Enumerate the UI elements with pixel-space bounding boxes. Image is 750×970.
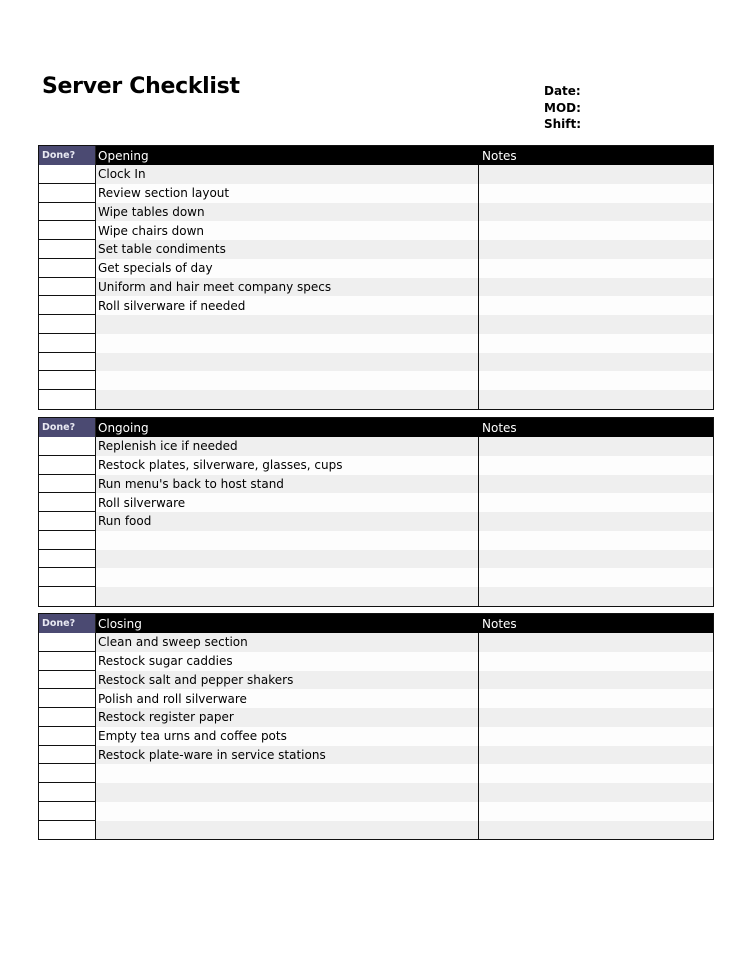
notes-cell[interactable]: [479, 437, 713, 456]
done-checkbox-cell[interactable]: [39, 371, 96, 390]
checklist-row: [39, 221, 713, 240]
notes-column-header: Notes: [482, 148, 517, 163]
done-checkbox-cell[interactable]: [39, 531, 96, 550]
done-checkbox-cell[interactable]: [39, 315, 96, 334]
task-cell[interactable]: Uniform and hair meet company specs: [96, 278, 479, 297]
notes-cell[interactable]: [479, 821, 713, 840]
task-cell[interactable]: Wipe tables down: [96, 203, 479, 222]
notes-cell[interactable]: [479, 353, 713, 372]
notes-cell[interactable]: [479, 371, 713, 390]
section-closing: [38, 613, 714, 840]
checklist-row: [39, 184, 713, 203]
section-ongoing: [38, 417, 714, 607]
done-checkbox-cell[interactable]: [39, 296, 96, 315]
notes-cell[interactable]: [479, 221, 713, 240]
checklist-row: [39, 371, 713, 390]
done-checkbox-cell[interactable]: [39, 259, 96, 278]
done-checkbox-cell[interactable]: [39, 708, 96, 727]
task-cell[interactable]: Restock sugar caddies: [96, 652, 479, 671]
done-checkbox-cell[interactable]: [39, 689, 96, 708]
done-checkbox-cell[interactable]: [39, 390, 96, 409]
checklist-row: [39, 531, 713, 550]
checklist-row: [39, 568, 713, 587]
notes-cell[interactable]: [479, 746, 713, 765]
task-cell[interactable]: Run menu's back to host stand: [96, 475, 479, 494]
task-cell[interactable]: Get specials of day: [96, 259, 479, 278]
done-checkbox-cell[interactable]: [39, 437, 96, 456]
notes-cell[interactable]: [479, 531, 713, 550]
done-checkbox-cell[interactable]: [39, 493, 96, 512]
task-cell[interactable]: [96, 821, 479, 840]
done-checkbox-cell[interactable]: [39, 165, 96, 184]
done-checkbox-cell[interactable]: [39, 652, 96, 671]
task-cell[interactable]: Clean and sweep section: [96, 633, 479, 652]
notes-cell[interactable]: [479, 475, 713, 494]
done-checkbox-cell[interactable]: [39, 633, 96, 652]
mod-label: MOD:: [544, 100, 581, 115]
done-checkbox-cell[interactable]: [39, 184, 96, 203]
checklist-row: [39, 708, 713, 727]
notes-cell[interactable]: [479, 390, 713, 409]
task-cell[interactable]: Review section layout: [96, 184, 479, 203]
section-header: [39, 418, 713, 437]
checklist-row: [39, 802, 713, 821]
task-cell[interactable]: [96, 783, 479, 802]
task-cell[interactable]: Empty tea urns and coffee pots: [96, 727, 479, 746]
done-checkbox-cell[interactable]: [39, 671, 96, 690]
task-cell[interactable]: Roll silverware: [96, 493, 479, 512]
checklist-row: [39, 821, 713, 840]
notes-cell[interactable]: [479, 689, 713, 708]
notes-cell[interactable]: [479, 278, 713, 297]
done-checkbox-cell[interactable]: [39, 334, 96, 353]
notes-cell[interactable]: [479, 550, 713, 569]
done-checkbox-cell[interactable]: [39, 764, 96, 783]
checklist-row: [39, 165, 713, 184]
done-checkbox-cell[interactable]: [39, 821, 96, 840]
task-cell[interactable]: Restock plate-ware in service stations: [96, 746, 479, 765]
task-cell[interactable]: Restock register paper: [96, 708, 479, 727]
notes-column-header: Notes: [482, 616, 517, 631]
done-checkbox-cell[interactable]: [39, 512, 96, 531]
task-cell[interactable]: [96, 531, 479, 550]
done-checkbox-cell[interactable]: [39, 783, 96, 802]
checklist-row: [39, 746, 713, 765]
task-cell[interactable]: Set table condiments: [96, 240, 479, 259]
done-checkbox-cell[interactable]: [39, 456, 96, 475]
checklist-row: [39, 437, 713, 456]
checklist-row: [39, 296, 713, 315]
notes-cell[interactable]: [479, 334, 713, 353]
checklist-row: [39, 278, 713, 297]
notes-cell[interactable]: [479, 259, 713, 278]
notes-cell[interactable]: [479, 456, 713, 475]
notes-column-header: Notes: [482, 420, 517, 435]
notes-cell[interactable]: [479, 727, 713, 746]
notes-cell[interactable]: [479, 165, 713, 184]
checklist-row: [39, 390, 713, 409]
section-title: Ongoing: [98, 420, 149, 435]
notes-cell[interactable]: [479, 568, 713, 587]
checklist-row: [39, 671, 713, 690]
task-cell[interactable]: Run food: [96, 512, 479, 531]
task-cell[interactable]: Wipe chairs down: [96, 221, 479, 240]
notes-cell[interactable]: [479, 296, 713, 315]
task-cell[interactable]: Restock salt and pepper shakers: [96, 671, 479, 690]
done-checkbox-cell[interactable]: [39, 353, 96, 372]
checklist-row: [39, 689, 713, 708]
checklist-row: [39, 315, 713, 334]
checklist-row: [39, 633, 713, 652]
done-checkbox-cell[interactable]: [39, 475, 96, 494]
checklist-row: [39, 493, 713, 512]
page-title: Server Checklist: [42, 74, 240, 99]
task-cell[interactable]: [96, 587, 479, 606]
done-checkbox-cell[interactable]: [39, 802, 96, 821]
notes-cell[interactable]: [479, 633, 713, 652]
notes-cell[interactable]: [479, 652, 713, 671]
done-checkbox-cell[interactable]: [39, 203, 96, 222]
done-checkbox-cell[interactable]: [39, 727, 96, 746]
task-cell[interactable]: Clock In: [96, 165, 479, 184]
notes-cell[interactable]: [479, 764, 713, 783]
checklist-row: [39, 550, 713, 569]
task-cell[interactable]: [96, 390, 479, 409]
task-cell[interactable]: [96, 334, 479, 353]
done-checkbox-cell[interactable]: [39, 550, 96, 569]
task-cell[interactable]: [96, 353, 479, 372]
done-checkbox-cell[interactable]: [39, 240, 96, 259]
checklist-row: [39, 353, 713, 372]
checklist-row: [39, 475, 713, 494]
checklist-row: [39, 334, 713, 353]
checklist-row: [39, 587, 713, 606]
task-cell[interactable]: [96, 802, 479, 821]
checklist-row: [39, 259, 713, 278]
section-header: [39, 146, 713, 165]
notes-cell[interactable]: [479, 203, 713, 222]
checklist-row: [39, 240, 713, 259]
section-title: Closing: [98, 616, 142, 631]
notes-cell[interactable]: [479, 512, 713, 531]
notes-cell[interactable]: [479, 493, 713, 512]
task-cell[interactable]: Polish and roll silverware: [96, 689, 479, 708]
task-cell[interactable]: [96, 550, 479, 569]
notes-cell[interactable]: [479, 240, 713, 259]
date-label: Date:: [544, 84, 581, 98]
checklist-row: [39, 727, 713, 746]
done-checkbox-cell[interactable]: [39, 221, 96, 240]
section-title: Opening: [98, 148, 149, 163]
done-checkbox-cell[interactable]: [39, 746, 96, 765]
shift-label: Shift:: [544, 117, 582, 131]
task-cell[interactable]: [96, 371, 479, 390]
checklist-row: [39, 456, 713, 475]
notes-cell[interactable]: [479, 184, 713, 203]
section-opening: [38, 145, 714, 410]
checklist-row: [39, 652, 713, 671]
task-cell[interactable]: Roll silverware if needed: [96, 296, 479, 315]
done-checkbox-cell[interactable]: [39, 587, 96, 606]
done-column-header: Done?: [39, 614, 96, 633]
checklist-row: [39, 783, 713, 802]
done-checkbox-cell[interactable]: [39, 568, 96, 587]
task-cell[interactable]: Replenish ice if needed: [96, 437, 479, 456]
notes-cell[interactable]: [479, 783, 713, 802]
section-header: [39, 614, 713, 633]
meta-fields: [544, 83, 581, 133]
notes-cell[interactable]: [479, 671, 713, 690]
checklist-row: [39, 512, 713, 531]
done-column-header: Done?: [39, 418, 96, 437]
notes-cell[interactable]: [479, 315, 713, 334]
task-cell[interactable]: [96, 764, 479, 783]
task-cell[interactable]: Restock plates, silverware, glasses, cups: [96, 456, 479, 475]
notes-cell[interactable]: [479, 587, 713, 606]
done-column-header: Done?: [39, 146, 96, 165]
notes-cell[interactable]: [479, 802, 713, 821]
task-cell[interactable]: [96, 568, 479, 587]
notes-cell[interactable]: [479, 708, 713, 727]
checklist-row: [39, 203, 713, 222]
done-checkbox-cell[interactable]: [39, 278, 96, 297]
checklist-row: [39, 764, 713, 783]
task-cell[interactable]: [96, 315, 479, 334]
